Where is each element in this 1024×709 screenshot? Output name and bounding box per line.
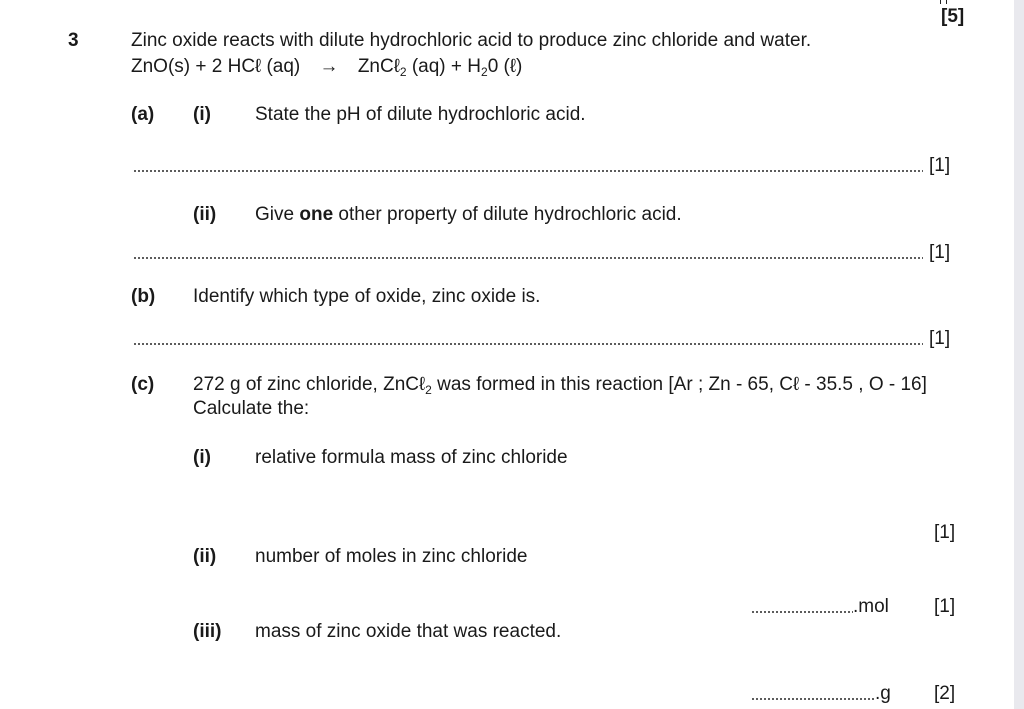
answer-line-c-iii[interactable] [751,698,875,700]
previous-mark: [5] [941,6,965,27]
question-number: 3 [68,30,79,51]
part-a-i-text: State the pH of dilute hydrochloric acid. [255,104,586,125]
answer-line-a-ii[interactable] [133,257,923,259]
answer-line-c-ii[interactable] [751,611,853,613]
mark-c-ii: [1] [934,596,956,617]
unit-mol: .mol [853,596,889,617]
equation-reactants: ZnO(s) + 2 HCℓ (aq) [131,56,301,77]
answer-line-b[interactable] [133,343,923,345]
part-c-i-text: relative formula mass of zinc chloride [255,447,568,468]
chemical-equation [131,56,522,78]
equation-product-water: 0 (ℓ) [487,56,523,77]
part-c-ii-text: number of moles in zinc chloride [255,546,528,567]
subscript: 2 [399,65,407,79]
part-a-i-label: (i) [193,104,211,125]
part-c-line2: Calculate the: [193,398,310,419]
mark-c-iii: [2] [934,683,956,704]
top-tick [940,0,941,4]
text: Give [255,204,300,225]
top-tick [946,0,947,4]
answer-line-a-i[interactable] [133,170,923,172]
unit-g: .g [875,683,891,704]
part-c-label: (c) [131,374,155,395]
part-b-text: Identify which type of oxide, zinc oxide is. [193,286,541,307]
mark-a-i: [1] [929,155,951,176]
mark-c-i: [1] [934,522,956,543]
part-a-ii-label: (ii) [193,204,217,225]
text: was formed in this reaction [Ar ; Zn - 65, Cℓ - 35.5 , O - 16] [431,374,927,395]
part-a-label: (a) [131,104,155,125]
part-b-label: (b) [131,286,156,307]
text: 272 g of zinc chloride, ZnCℓ [193,374,426,395]
part-c-i-label: (i) [193,447,211,468]
part-c-iii-text: mass of zinc oxide that was reacted. [255,621,562,642]
text: other property of dilute hydrochloric acid. [333,204,682,225]
subscript: 2 [481,65,488,79]
equation-product-zinc-chloride: ZnCℓ [357,56,400,77]
part-c-iii-label: (iii) [193,621,222,642]
part-c-ii-label: (ii) [193,546,217,567]
mark-b: [1] [929,328,951,349]
equation-product-text: (aq) + H [406,56,482,77]
part-a-ii-text [255,204,682,226]
part-c-line1 [193,374,927,396]
mark-a-ii: [1] [929,242,951,263]
question-intro: Zinc oxide reacts with dilute hydrochloric acid to produce zinc chloride and water. [131,30,812,51]
arrow-icon: → [319,56,339,77]
emphasis-text: one [299,204,334,225]
subscript: 2 [425,383,432,397]
page-edge [1014,0,1024,709]
